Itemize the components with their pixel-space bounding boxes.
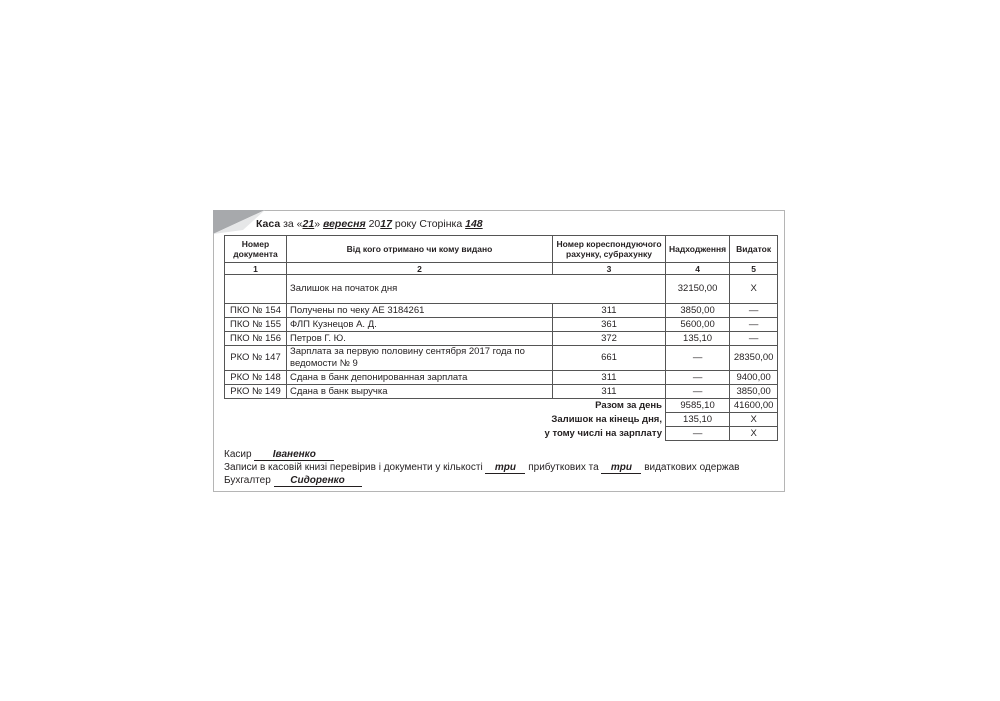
day-total-income: 9585,10 xyxy=(666,399,730,413)
account-cell: 311 xyxy=(553,385,666,399)
account-cell: 361 xyxy=(553,318,666,332)
account-cell: 661 xyxy=(553,346,666,371)
opening-doc-cell xyxy=(225,275,287,304)
check-line xyxy=(224,462,739,474)
year-page-label: року Сторінка xyxy=(394,218,463,230)
desc-cell: Зарплата за первую половину сентября 2017 года по ведомости № 9 xyxy=(287,346,553,371)
salary-label: у тому числі на зарплату xyxy=(287,427,666,441)
col-header-from-to: Від кого отримано чи кому видано xyxy=(287,236,553,263)
closing-balance-label: Залишок на кінець дня, xyxy=(287,413,666,427)
kasa-label: Каса xyxy=(256,218,281,230)
accountant-label: Бухгалтер xyxy=(224,475,271,486)
doc-cell: РКО № 148 xyxy=(225,371,287,385)
income-cell: — xyxy=(666,346,730,371)
accountant-signature: Сидоренко xyxy=(274,475,362,487)
col-header-income: Надходження xyxy=(666,236,730,263)
date-month: вересня xyxy=(322,218,366,230)
expense-doc-count: три xyxy=(601,462,641,474)
desc-cell: Сдана в банк выручка xyxy=(287,385,553,399)
col-number: 2 xyxy=(287,263,553,275)
year-prefix: 20 xyxy=(368,218,381,230)
doc-cell: ПКО № 156 xyxy=(225,332,287,346)
table-row xyxy=(225,304,778,318)
col-number: 1 xyxy=(225,263,287,275)
col-number: 5 xyxy=(730,263,778,275)
desc-cell: Сдана в банк депонированная зарплата xyxy=(287,371,553,385)
expense-cell: 9400,00 xyxy=(730,371,778,385)
expense-cell: 3850,00 xyxy=(730,385,778,399)
check-text-1: Записи в касовій книзі перевірив і документи у кількості xyxy=(224,462,483,473)
doc-cell: ПКО № 154 xyxy=(225,304,287,318)
col-number: 3 xyxy=(553,263,666,275)
page-number: 148 xyxy=(465,218,483,230)
blank-cell xyxy=(225,427,287,441)
income-doc-count: три xyxy=(485,462,525,474)
cash-book-header xyxy=(256,218,483,230)
check-text-3: видаткових одержав xyxy=(644,462,740,473)
col-header-account: Номер кореспондуючого рахунку, субрахунку xyxy=(553,236,666,263)
table-header-row xyxy=(225,236,778,263)
salary-expense: Х xyxy=(730,427,778,441)
cash-ledger-table xyxy=(224,235,778,441)
expense-cell: — xyxy=(730,304,778,318)
doc-cell: ПКО № 155 xyxy=(225,318,287,332)
table-row xyxy=(225,346,778,371)
closing-balance-row xyxy=(225,413,778,427)
income-cell: — xyxy=(666,371,730,385)
blank-cell xyxy=(225,413,287,427)
closing-income: 135,10 xyxy=(666,413,730,427)
income-cell: 3850,00 xyxy=(666,304,730,318)
table-row xyxy=(225,371,778,385)
col-header-expense: Видаток xyxy=(730,236,778,263)
date-close-quote: » xyxy=(314,218,321,230)
income-cell: 135,10 xyxy=(666,332,730,346)
opening-balance-label: Залишок на початок дня xyxy=(287,275,666,304)
blank-cell xyxy=(225,399,287,413)
opening-expense: Х xyxy=(730,275,778,304)
date-prefix: за « xyxy=(283,218,303,230)
salary-income: — xyxy=(666,427,730,441)
cashier-signature: Іваненко xyxy=(254,449,334,461)
day-total-row xyxy=(225,399,778,413)
expense-cell: — xyxy=(730,318,778,332)
column-number-row xyxy=(225,263,778,275)
closing-expense: Х xyxy=(730,413,778,427)
check-text-2: прибуткових та xyxy=(528,462,599,473)
table-row xyxy=(225,385,778,399)
desc-cell: Получены по чеку АЕ 3184261 xyxy=(287,304,553,318)
income-cell: 5600,00 xyxy=(666,318,730,332)
cashier-label: Касир xyxy=(224,449,252,460)
accountant-line xyxy=(224,475,362,487)
cashier-line xyxy=(224,449,334,461)
account-cell: 311 xyxy=(553,304,666,318)
date-day: 21 xyxy=(302,218,315,230)
desc-cell: Петров Г. Ю. xyxy=(287,332,553,346)
day-total-label: Разом за день xyxy=(287,399,666,413)
account-cell: 311 xyxy=(553,371,666,385)
day-total-expense: 41600,00 xyxy=(730,399,778,413)
table-row xyxy=(225,318,778,332)
opening-income: 32150,00 xyxy=(666,275,730,304)
account-cell: 372 xyxy=(553,332,666,346)
col-number: 4 xyxy=(666,263,730,275)
doc-cell: РКО № 149 xyxy=(225,385,287,399)
table-row xyxy=(225,332,778,346)
desc-cell: ФЛП Кузнецов А. Д. xyxy=(287,318,553,332)
opening-balance-row xyxy=(225,275,778,304)
salary-row xyxy=(225,427,778,441)
expense-cell: 28350,00 xyxy=(730,346,778,371)
cash-book-sheet xyxy=(213,210,785,492)
expense-cell: — xyxy=(730,332,778,346)
col-header-doc-number: Номер документа xyxy=(225,236,287,263)
year-suffix: 17 xyxy=(380,218,392,230)
doc-cell: РКО № 147 xyxy=(225,346,287,371)
income-cell: — xyxy=(666,385,730,399)
